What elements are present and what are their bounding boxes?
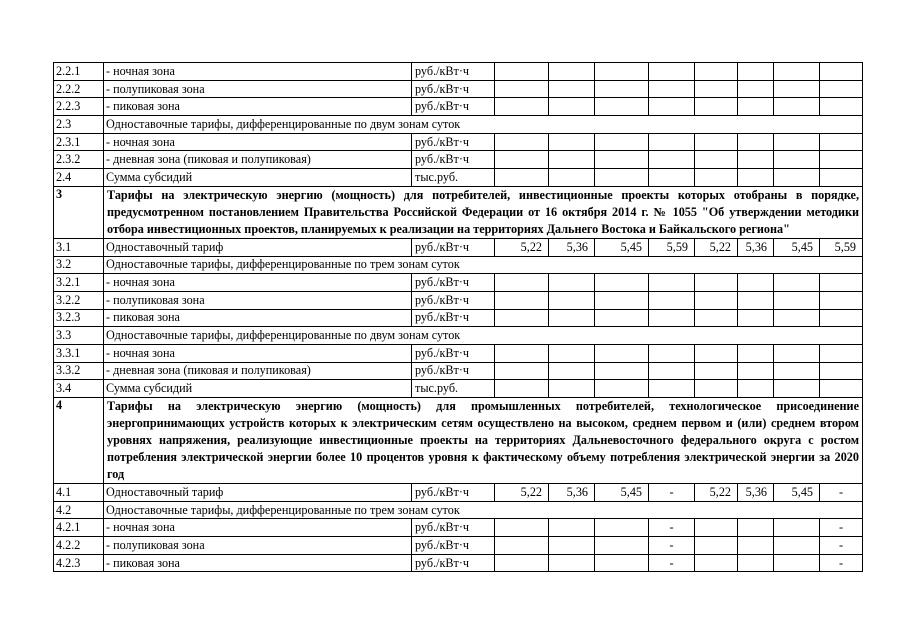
table-row [54, 274, 863, 292]
value-cell [495, 169, 549, 187]
value-cell [820, 380, 863, 398]
value-cell [738, 344, 774, 362]
value-cell: 5,36 [549, 484, 595, 502]
value-cell [549, 554, 595, 572]
unit-cell: руб./кВт·ч [412, 519, 495, 537]
value-cell [774, 554, 820, 572]
value-cell [595, 274, 649, 292]
value-cell [774, 344, 820, 362]
value-cell [595, 151, 649, 169]
unit-cell: руб./кВт·ч [412, 554, 495, 572]
value-cell: 5,22 [495, 484, 549, 502]
value-cell: - [820, 519, 863, 537]
value-cell [695, 169, 738, 187]
table-row [54, 63, 863, 81]
value-cell [774, 519, 820, 537]
value-cell [549, 362, 595, 380]
row-number: 2.2.2 [54, 80, 104, 98]
subsection-title: Одноставочные тарифы, дифференцированные по трем зонам суток [104, 501, 863, 519]
value-cell [774, 362, 820, 380]
table-row [54, 291, 863, 309]
subsection-row [54, 501, 863, 519]
value-cell [695, 133, 738, 151]
value-cell [495, 151, 549, 169]
value-cell [774, 537, 820, 555]
value-cell [695, 344, 738, 362]
value-cell [649, 291, 695, 309]
row-label: - ночная зона [104, 274, 412, 292]
value-cell [649, 380, 695, 398]
value-cell: - [820, 537, 863, 555]
value-cell: 5,59 [820, 238, 863, 256]
table-row [54, 98, 863, 116]
value-cell [495, 63, 549, 81]
unit-cell: руб./кВт·ч [412, 291, 495, 309]
value-cell [549, 309, 595, 327]
value-cell [695, 380, 738, 398]
value-cell [695, 291, 738, 309]
value-cell [595, 519, 649, 537]
value-cell [820, 98, 863, 116]
row-label: - полупиковая зона [104, 291, 412, 309]
value-cell [495, 291, 549, 309]
value-cell [649, 133, 695, 151]
row-number: 4.2.2 [54, 537, 104, 555]
value-cell [738, 554, 774, 572]
table-row [54, 537, 863, 555]
value-cell [649, 63, 695, 81]
table-row [54, 80, 863, 98]
unit-cell: руб./кВт·ч [412, 238, 495, 256]
value-cell [649, 344, 695, 362]
subsection-title: Одноставочные тарифы, дифференцированные по трем зонам суток [104, 256, 863, 274]
row-label: Одноставочный тариф [104, 484, 412, 502]
value-cell: - [820, 554, 863, 572]
value-cell [774, 274, 820, 292]
value-cell: 5,45 [774, 238, 820, 256]
value-cell [495, 554, 549, 572]
row-label: - ночная зона [104, 519, 412, 537]
value-cell: 5,45 [595, 484, 649, 502]
value-cell [595, 537, 649, 555]
value-cell: - [649, 537, 695, 555]
value-cell [495, 80, 549, 98]
value-cell [738, 133, 774, 151]
value-cell: 5,59 [649, 238, 695, 256]
section-heading-row [54, 398, 863, 484]
value-cell [820, 274, 863, 292]
unit-cell: руб./кВт·ч [412, 80, 495, 98]
value-cell [695, 274, 738, 292]
value-cell [495, 274, 549, 292]
value-cell [695, 80, 738, 98]
value-cell [549, 537, 595, 555]
value-cell [595, 63, 649, 81]
unit-cell: руб./кВт·ч [412, 151, 495, 169]
table-row [54, 519, 863, 537]
value-cell [595, 169, 649, 187]
value-cell: 5,45 [595, 238, 649, 256]
row-label: Сумма субсидий [104, 380, 412, 398]
value-cell [649, 274, 695, 292]
value-cell [738, 309, 774, 327]
value-cell [738, 537, 774, 555]
row-number: 3.4 [54, 380, 104, 398]
row-number: 2.3.1 [54, 133, 104, 151]
value-cell [774, 98, 820, 116]
subsection-title: Одноставочные тарифы, дифференцированные по двум зонам суток [104, 116, 863, 134]
value-cell [495, 362, 549, 380]
value-cell [595, 362, 649, 380]
value-cell [738, 291, 774, 309]
unit-cell: руб./кВт·ч [412, 274, 495, 292]
value-cell [695, 537, 738, 555]
value-cell [820, 344, 863, 362]
value-cell [738, 151, 774, 169]
row-number: 4.1 [54, 484, 104, 502]
table-row [54, 484, 863, 502]
value-cell [495, 344, 549, 362]
row-number: 4.2.3 [54, 554, 104, 572]
row-label: - ночная зона [104, 344, 412, 362]
value-cell [774, 63, 820, 81]
value-cell: 5,45 [774, 484, 820, 502]
value-cell [549, 98, 595, 116]
table-row [54, 554, 863, 572]
table-row [54, 344, 863, 362]
value-cell [820, 80, 863, 98]
unit-cell: руб./кВт·ч [412, 484, 495, 502]
table-row [54, 380, 863, 398]
value-cell: - [649, 554, 695, 572]
row-number: 3.2.1 [54, 274, 104, 292]
value-cell [738, 274, 774, 292]
section-title: Тарифы на электрическую энергию (мощность) для промышленных потребителей, технологическое присоединение энергопринимающих устройств которых к электрическим сетям осуществлено на высоком, среднем первом и (или) среднем втором уровнях напряжения, реализующие инвестиционные проекты на территориях Дальневосточного федерального округа с ростом потребления электрической энергии более 10 процентов уровня к фактическому объему потребления электрической энергии за 2020 год [104, 398, 863, 484]
row-label: - пиковая зона [104, 98, 412, 116]
subsection-row [54, 256, 863, 274]
row-label: Сумма субсидий [104, 169, 412, 187]
value-cell [820, 151, 863, 169]
value-cell [549, 274, 595, 292]
row-label: - пиковая зона [104, 554, 412, 572]
value-cell: - [820, 484, 863, 502]
value-cell [495, 98, 549, 116]
value-cell [774, 309, 820, 327]
table-row [54, 309, 863, 327]
row-label: - дневная зона (пиковая и полупиковая) [104, 151, 412, 169]
row-number: 4.2.1 [54, 519, 104, 537]
row-number: 3.1 [54, 238, 104, 256]
value-cell [549, 151, 595, 169]
value-cell [820, 169, 863, 187]
value-cell [549, 169, 595, 187]
row-number: 2.2.3 [54, 98, 104, 116]
value-cell [549, 133, 595, 151]
unit-cell: тыс.руб. [412, 169, 495, 187]
value-cell [649, 169, 695, 187]
value-cell [738, 63, 774, 81]
value-cell [649, 309, 695, 327]
value-cell [595, 380, 649, 398]
value-cell [595, 554, 649, 572]
value-cell [549, 63, 595, 81]
row-number: 3.2.2 [54, 291, 104, 309]
value-cell [774, 151, 820, 169]
value-cell: 5,22 [495, 238, 549, 256]
table-row [54, 238, 863, 256]
value-cell [595, 133, 649, 151]
value-cell [649, 80, 695, 98]
value-cell: 5,22 [695, 484, 738, 502]
row-label: - полупиковая зона [104, 537, 412, 555]
row-label: - ночная зона [104, 133, 412, 151]
value-cell [738, 380, 774, 398]
value-cell: 5,36 [549, 238, 595, 256]
section-heading-row [54, 186, 863, 238]
row-number: 4.2 [54, 501, 104, 519]
unit-cell: руб./кВт·ч [412, 98, 495, 116]
table-row [54, 169, 863, 187]
value-cell [549, 291, 595, 309]
row-number: 2.3 [54, 116, 104, 134]
subsection-title: Одноставочные тарифы, дифференцированные по двум зонам суток [104, 327, 863, 345]
value-cell [695, 63, 738, 81]
unit-cell: руб./кВт·ч [412, 362, 495, 380]
row-number: 3.3 [54, 327, 104, 345]
value-cell [595, 344, 649, 362]
value-cell [820, 291, 863, 309]
value-cell [549, 380, 595, 398]
row-number: 2.2.1 [54, 63, 104, 81]
row-number: 2.4 [54, 169, 104, 187]
section-number: 3 [54, 186, 104, 238]
unit-cell: руб./кВт·ч [412, 344, 495, 362]
value-cell [495, 133, 549, 151]
row-label: - пиковая зона [104, 309, 412, 327]
value-cell [649, 362, 695, 380]
section-title: Тарифы на электрическую энергию (мощность) для потребителей, инвестиционные проекты которых отобраны в порядке, предусмотренном постановлением Правительства Российской Федерации от 16 октября 2014 г. № 1055 "Об утверждении методики отбора инвестиционных проектов, планируемых к реализации на территориях Дальнего Востока и Байкальского региона" [104, 186, 863, 238]
value-cell [695, 519, 738, 537]
value-cell [820, 63, 863, 81]
row-label: - ночная зона [104, 63, 412, 81]
value-cell [820, 362, 863, 380]
row-number: 3.2 [54, 256, 104, 274]
value-cell [774, 133, 820, 151]
value-cell: 5,22 [695, 238, 738, 256]
value-cell [820, 133, 863, 151]
value-cell [695, 362, 738, 380]
value-cell [774, 80, 820, 98]
value-cell [495, 537, 549, 555]
value-cell [774, 169, 820, 187]
value-cell [695, 554, 738, 572]
value-cell [649, 98, 695, 116]
unit-cell: руб./кВт·ч [412, 133, 495, 151]
value-cell [495, 380, 549, 398]
value-cell [695, 98, 738, 116]
value-cell [595, 309, 649, 327]
value-cell [738, 169, 774, 187]
tariff-table [53, 62, 863, 572]
value-cell [738, 362, 774, 380]
value-cell [595, 98, 649, 116]
value-cell [738, 519, 774, 537]
value-cell [649, 151, 695, 169]
section-number: 4 [54, 398, 104, 484]
row-number: 3.3.1 [54, 344, 104, 362]
table-row [54, 133, 863, 151]
value-cell [495, 309, 549, 327]
unit-cell: тыс.руб. [412, 380, 495, 398]
value-cell [820, 309, 863, 327]
unit-cell: руб./кВт·ч [412, 63, 495, 81]
value-cell [549, 519, 595, 537]
value-cell [695, 151, 738, 169]
value-cell [549, 80, 595, 98]
value-cell [595, 291, 649, 309]
value-cell: 5,36 [738, 484, 774, 502]
table-row [54, 151, 863, 169]
table-row [54, 362, 863, 380]
value-cell [774, 380, 820, 398]
value-cell [695, 309, 738, 327]
value-cell [595, 80, 649, 98]
value-cell [495, 519, 549, 537]
row-label: Одноставочный тариф [104, 238, 412, 256]
value-cell [549, 344, 595, 362]
value-cell: 5,36 [738, 238, 774, 256]
value-cell [738, 80, 774, 98]
row-number: 3.2.3 [54, 309, 104, 327]
unit-cell: руб./кВт·ч [412, 537, 495, 555]
value-cell [774, 291, 820, 309]
value-cell [738, 98, 774, 116]
row-number: 2.3.2 [54, 151, 104, 169]
value-cell: - [649, 519, 695, 537]
row-number: 3.3.2 [54, 362, 104, 380]
value-cell: - [649, 484, 695, 502]
unit-cell: руб./кВт·ч [412, 309, 495, 327]
row-label: - полупиковая зона [104, 80, 412, 98]
subsection-row [54, 116, 863, 134]
subsection-row [54, 327, 863, 345]
row-label: - дневная зона (пиковая и полупиковая) [104, 362, 412, 380]
